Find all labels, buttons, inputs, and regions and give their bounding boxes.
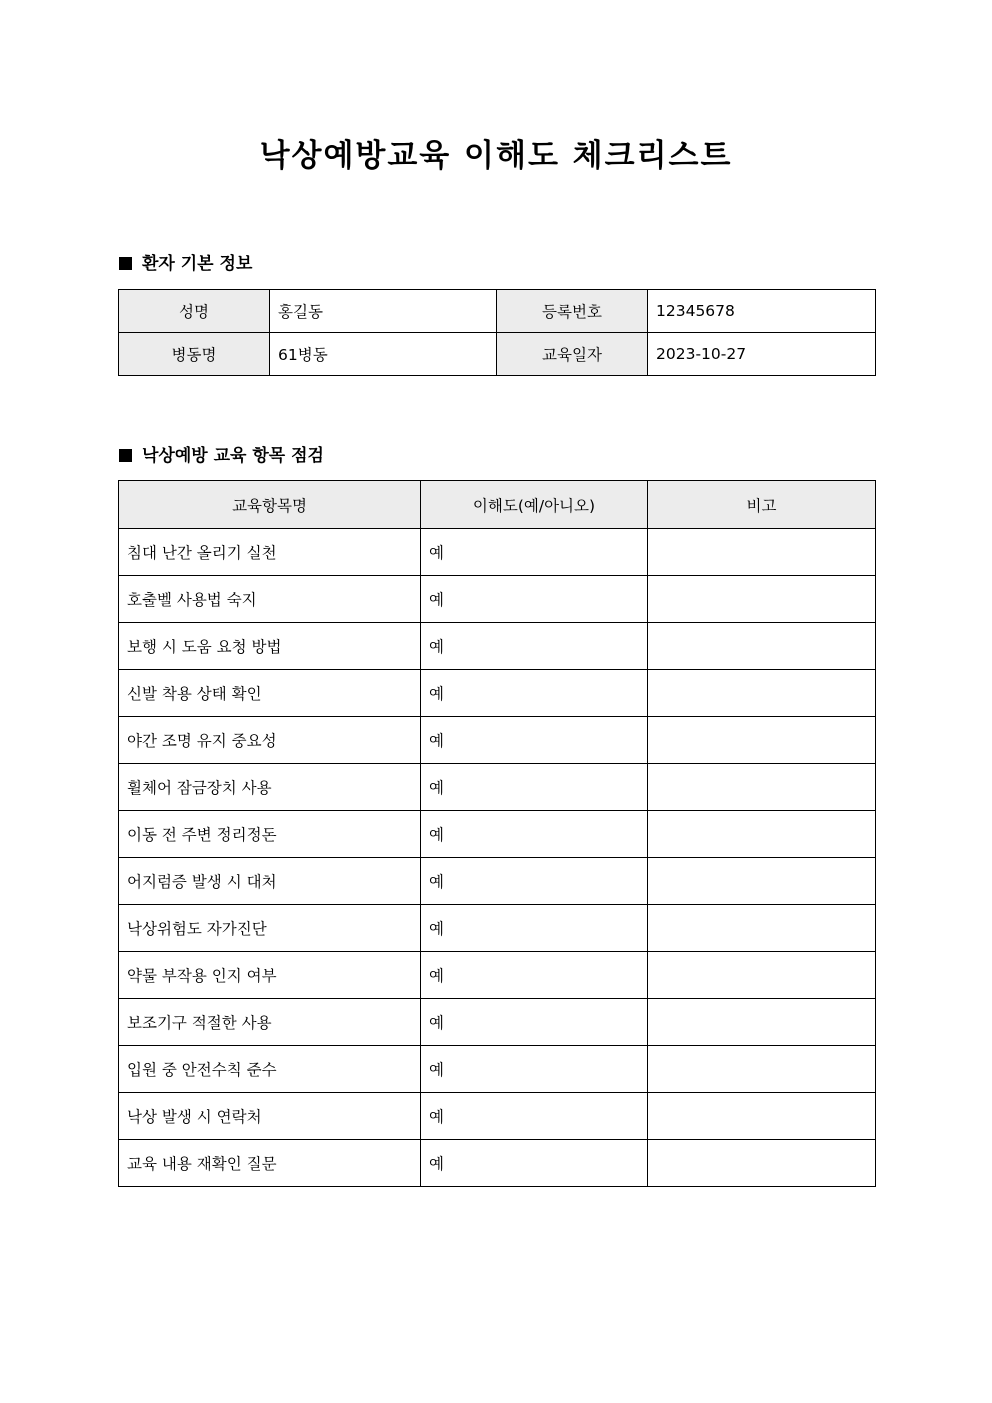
column-header-understanding: 이해도(예/아니오) — [421, 481, 648, 529]
table-row — [119, 1046, 876, 1093]
note-cell — [648, 529, 876, 576]
note-cell — [648, 952, 876, 999]
item-name: 호출벨 사용법 숙지 — [119, 576, 421, 623]
square-bullet-icon — [119, 449, 132, 462]
note-cell — [648, 670, 876, 717]
table-row — [119, 670, 876, 717]
registration-number-label: 등록번호 — [497, 290, 648, 333]
understanding-answer: 예 — [421, 811, 648, 858]
understanding-answer: 예 — [421, 529, 648, 576]
table-header-row — [119, 481, 876, 529]
understanding-answer: 예 — [421, 1046, 648, 1093]
table-row — [119, 717, 876, 764]
item-name: 낙상위험도 자가진단 — [119, 905, 421, 952]
note-cell — [648, 811, 876, 858]
note-cell — [648, 764, 876, 811]
item-name: 휠체어 잠금장치 사용 — [119, 764, 421, 811]
note-cell — [648, 905, 876, 952]
understanding-answer: 예 — [421, 1093, 648, 1140]
ward-label: 병동명 — [119, 333, 270, 376]
note-cell — [648, 576, 876, 623]
understanding-answer: 예 — [421, 764, 648, 811]
table-row — [119, 905, 876, 952]
item-name: 야간 조명 유지 중요성 — [119, 717, 421, 764]
note-cell — [648, 1046, 876, 1093]
note-cell — [648, 858, 876, 905]
page-title: 낙상예방교육 이해도 체크리스트 — [259, 138, 733, 174]
understanding-answer: 예 — [421, 576, 648, 623]
name-value: 홍길동 — [270, 290, 497, 333]
note-cell — [648, 623, 876, 670]
understanding-answer: 예 — [421, 1140, 648, 1187]
item-name: 입원 중 안전수칙 준수 — [119, 1046, 421, 1093]
table-row — [119, 576, 876, 623]
item-name: 낙상 발생 시 연락처 — [119, 1093, 421, 1140]
understanding-answer: 예 — [421, 670, 648, 717]
table-row — [119, 1140, 876, 1187]
education-check-table — [118, 480, 876, 1187]
table-row — [119, 1093, 876, 1140]
item-name: 어지럼증 발생 시 대처 — [119, 858, 421, 905]
note-cell — [648, 717, 876, 764]
understanding-answer: 예 — [421, 952, 648, 999]
registration-number-value: 12345678 — [648, 290, 876, 333]
item-name: 신발 착용 상태 확인 — [119, 670, 421, 717]
patient-info-row — [119, 333, 876, 376]
understanding-answer: 예 — [421, 717, 648, 764]
item-name: 약물 부작용 인지 여부 — [119, 952, 421, 999]
understanding-answer: 예 — [421, 623, 648, 670]
ward-value: 61병동 — [270, 333, 497, 376]
patient-info-heading-text: 환자 기본 정보 — [142, 254, 253, 274]
note-cell — [648, 1140, 876, 1187]
table-row — [119, 764, 876, 811]
note-cell — [648, 999, 876, 1046]
patient-info-table — [118, 289, 876, 376]
item-name: 보조기구 적절한 사용 — [119, 999, 421, 1046]
item-name: 침대 난간 올리기 실천 — [119, 529, 421, 576]
name-label: 성명 — [119, 290, 270, 333]
table-row — [119, 952, 876, 999]
column-header-item: 교육항목명 — [119, 481, 421, 529]
understanding-answer: 예 — [421, 905, 648, 952]
table-row — [119, 811, 876, 858]
understanding-answer: 예 — [421, 858, 648, 905]
education-date-label: 교육일자 — [497, 333, 648, 376]
table-row — [119, 999, 876, 1046]
education-check-heading-text: 낙상예방 교육 항목 점검 — [142, 446, 324, 466]
item-name: 교육 내용 재확인 질문 — [119, 1140, 421, 1187]
square-bullet-icon — [119, 257, 132, 270]
patient-info-heading — [119, 252, 252, 276]
table-row — [119, 623, 876, 670]
understanding-answer: 예 — [421, 999, 648, 1046]
note-cell — [648, 1093, 876, 1140]
education-date-value: 2023-10-27 — [648, 333, 876, 376]
patient-info-row — [119, 290, 876, 333]
item-name: 이동 전 주변 정리정돈 — [119, 811, 421, 858]
column-header-note: 비고 — [648, 481, 876, 529]
item-name: 보행 시 도움 요청 방법 — [119, 623, 421, 670]
table-row — [119, 858, 876, 905]
education-check-heading — [119, 444, 324, 468]
table-row — [119, 529, 876, 576]
